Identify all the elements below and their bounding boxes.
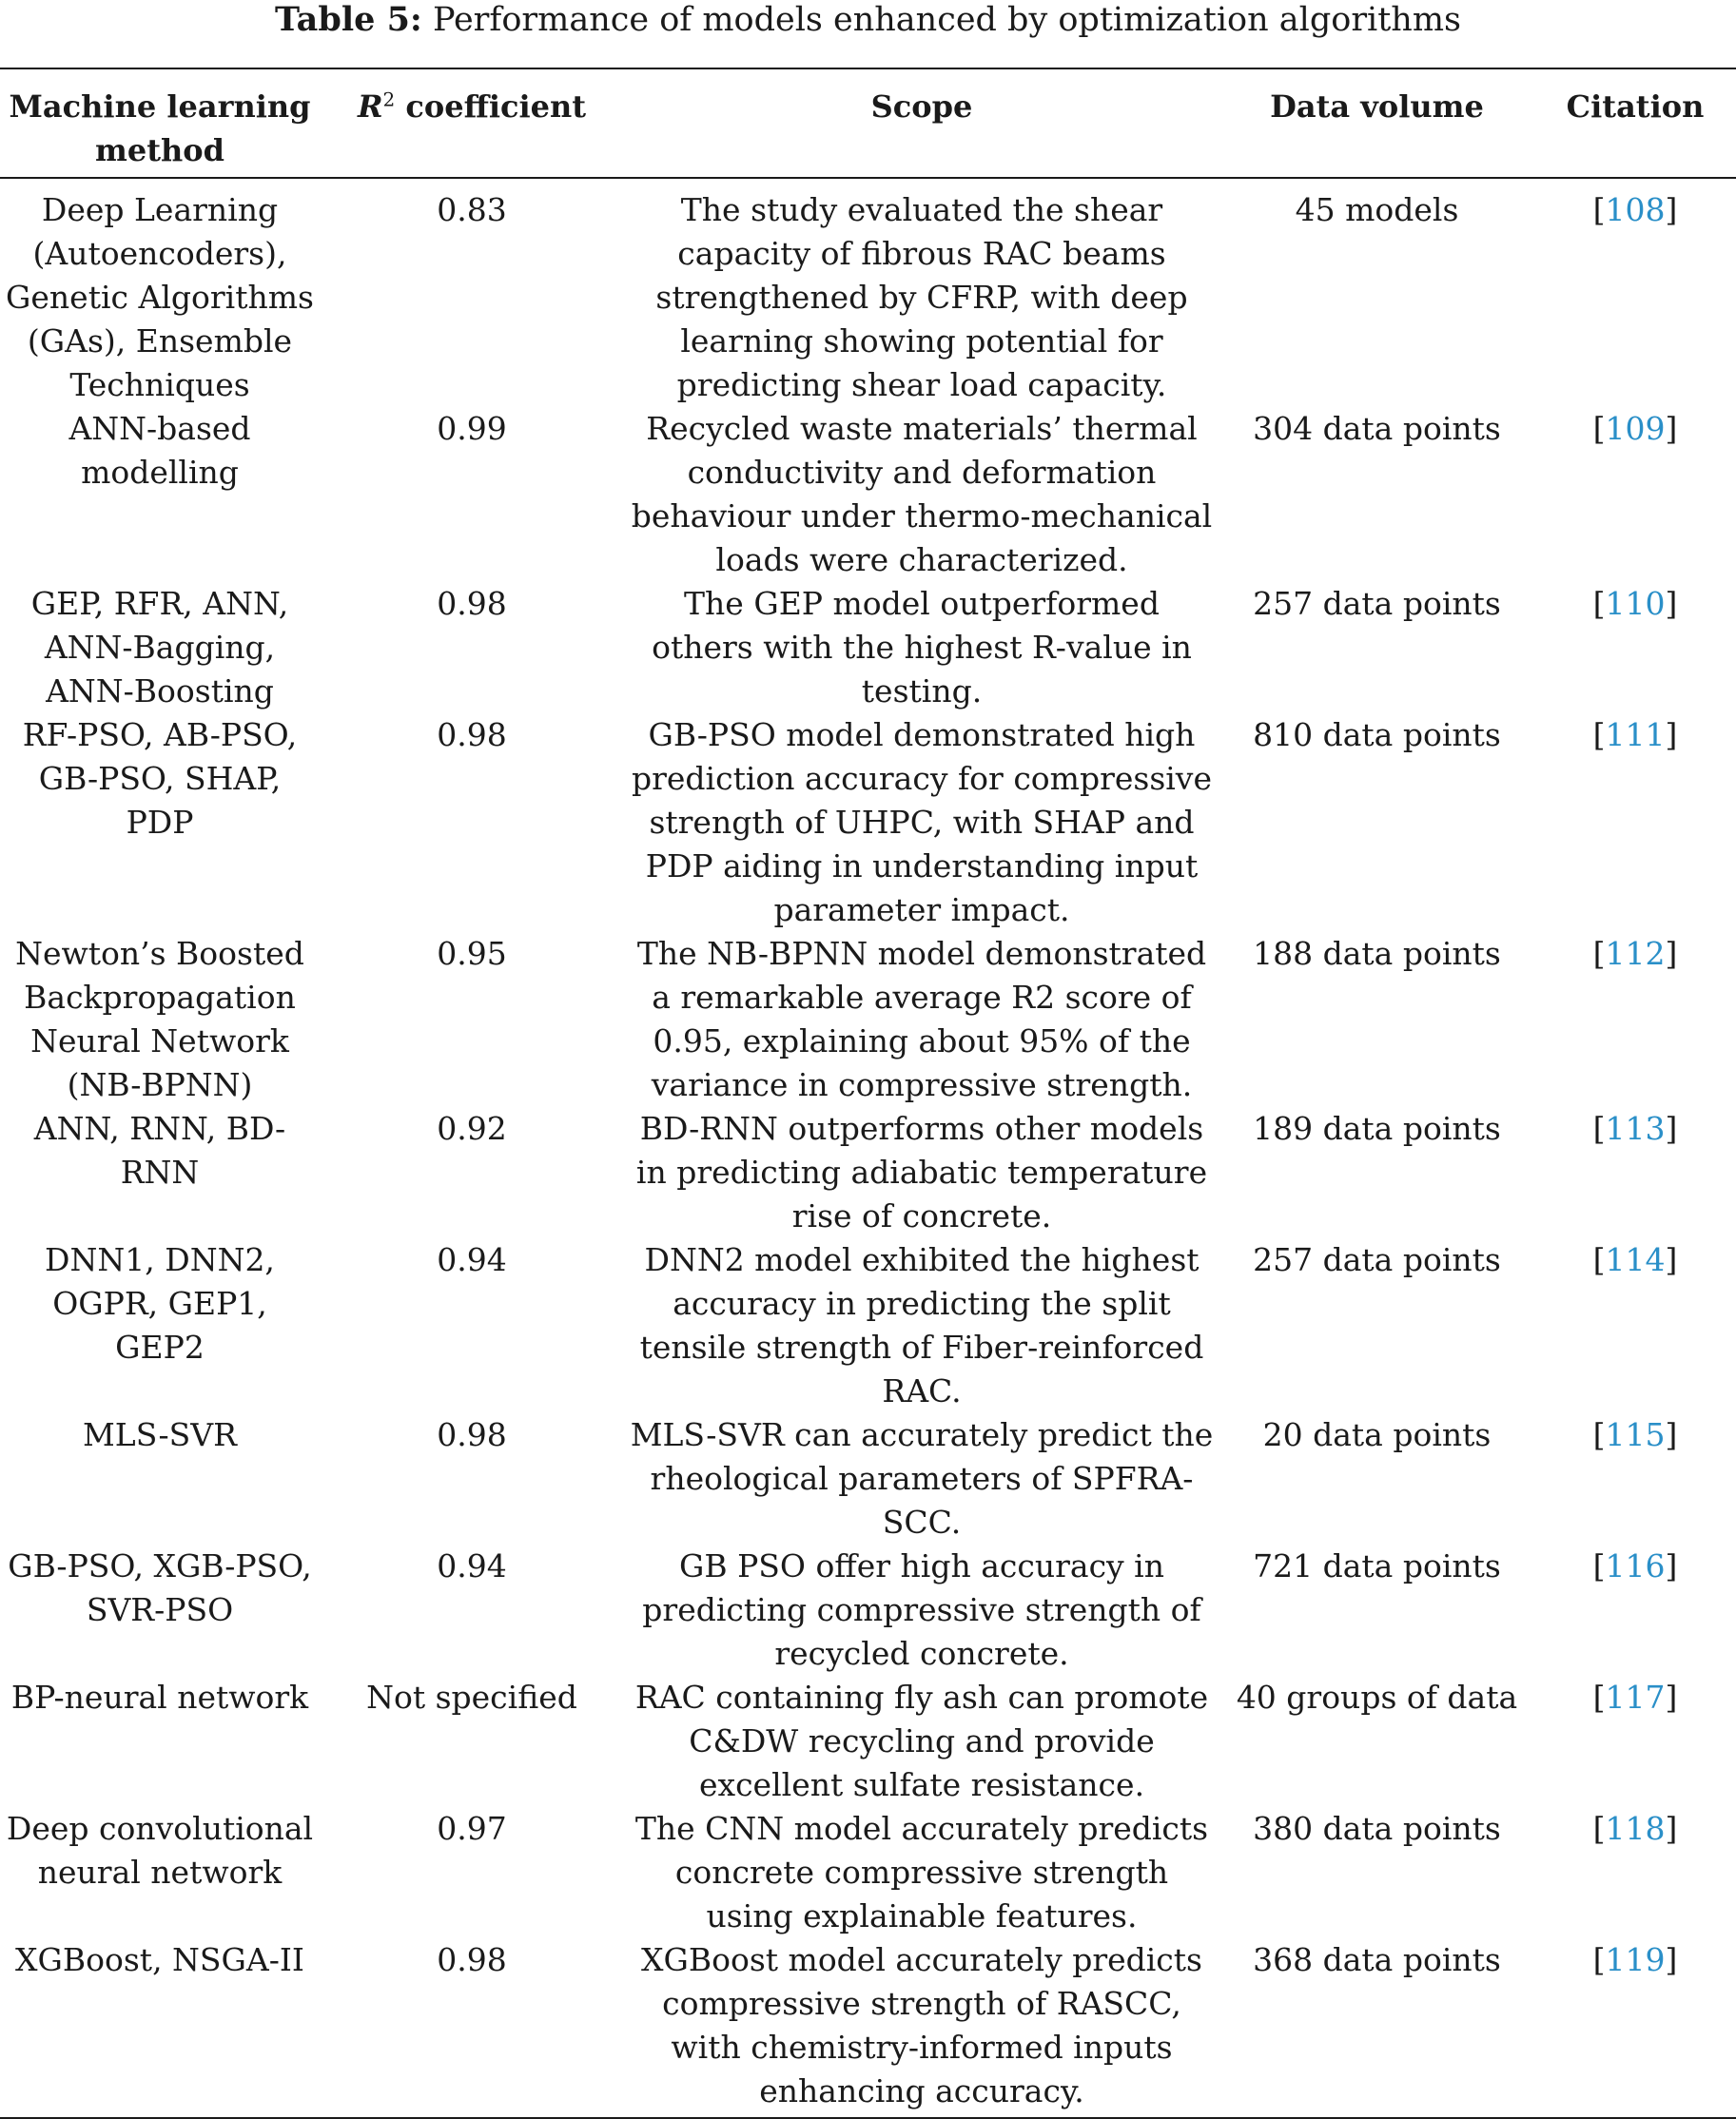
table-caption [0,0,1736,40]
citation-open-bracket: [ [1592,585,1606,622]
cell-volume: 721 data points [1253,1547,1501,1584]
cell-volume: 188 data points [1253,935,1501,972]
header-r2 [320,68,624,178]
cell-scope: BD-RNN outperforms other models in predicting adiabatic temperature rise of concrete. [635,1110,1208,1234]
citation-open-bracket: [ [1592,1941,1606,1978]
citation-link[interactable]: 109 [1605,410,1666,447]
cell-r2: Not specified [366,1679,577,1716]
cell-method: RF-PSO, AB-PSO, GB-PSO, SHAP, PDP [22,716,298,841]
cell-r2: 0.98 [437,585,507,622]
citation-link[interactable]: 119 [1605,1941,1666,1978]
header-volume: Data volume [1270,88,1484,125]
citation-close-bracket: ] [1665,585,1678,622]
cell-volume: 257 data points [1253,1241,1501,1278]
cell-scope: The study evaluated the shear capacity of fibrous RAC beams strengthened by CFRP, with deep learning showing potential for predicting shear load capacity. [655,191,1188,403]
header-method: Machine learning method [9,88,311,168]
cell-r2: 0.92 [437,1110,507,1147]
citation-link[interactable]: 117 [1605,1679,1666,1716]
cell-citation [1534,1938,1736,2118]
cell-citation [1534,407,1736,582]
citation-link[interactable]: 111 [1605,716,1666,753]
cell-r2: 0.98 [437,716,507,753]
table-row [0,407,1736,582]
table-container [0,68,1736,2119]
table-row [0,713,1736,932]
citation-close-bracket: ] [1665,1547,1678,1584]
table-row [0,1238,1736,1413]
citation-close-bracket: ] [1665,1110,1678,1147]
cell-method: BP-neural network [10,1679,309,1716]
table-row [0,178,1736,407]
cell-method: Newton’s Boosted Backpropagation Neural Network (NB-BPNN) [15,935,304,1103]
cell-scope: RAC containing fly ash can promote C&DW recycling and provide excellent sulfate resistance. [634,1679,1209,1803]
cell-citation [1534,932,1736,1107]
cell-scope: The CNN model accurately predicts concrete compressive strength using explainable features. [634,1810,1209,1934]
citation-link[interactable]: 108 [1605,191,1666,228]
citation-open-bracket: [ [1592,1547,1606,1584]
table-row [0,1107,1736,1238]
cell-citation [1534,1676,1736,1807]
cell-method: ANN, RNN, BD-RNN [33,1110,286,1191]
citation-close-bracket: ] [1665,1416,1678,1453]
cell-citation [1534,1238,1736,1413]
table-row [0,582,1736,713]
cell-citation [1534,1807,1736,1938]
citation-link[interactable]: 113 [1605,1110,1666,1147]
cell-volume: 189 data points [1253,1110,1501,1147]
header-r2-text: coefficient [405,88,587,125]
cell-r2: 0.83 [437,191,507,228]
citation-link[interactable]: 116 [1605,1547,1666,1584]
cell-citation [1534,713,1736,932]
table-row [0,1413,1736,1545]
cell-r2: 0.99 [437,410,507,447]
cell-method: XGBoost, NSGA-II [15,1941,304,1978]
cell-scope: XGBoost model accurately predicts compressive strength of RASCC, with chemistry-informed inputs enhancing accuracy. [641,1941,1202,2109]
cell-r2: 0.97 [437,1810,507,1847]
cell-volume: 45 models [1295,191,1459,228]
citation-link[interactable]: 110 [1605,585,1666,622]
cell-citation [1534,1107,1736,1238]
cell-r2: 0.98 [437,1416,507,1453]
citation-close-bracket: ] [1665,935,1678,972]
citation-link[interactable]: 115 [1605,1416,1666,1453]
cell-volume: 380 data points [1253,1810,1501,1847]
cell-citation [1534,178,1736,407]
cell-citation [1534,582,1736,713]
citation-open-bracket: [ [1592,935,1606,972]
citation-close-bracket: ] [1665,1679,1678,1716]
cell-citation [1534,1545,1736,1676]
cell-volume: 304 data points [1253,410,1501,447]
citation-close-bracket: ] [1665,716,1678,753]
cell-r2: 0.95 [437,935,507,972]
header-citation: Citation [1566,88,1705,125]
caption-text: Performance of models enhanced by optimization algorithms [432,1,1462,39]
table-row [0,1545,1736,1676]
cell-method: MLS-SVR [83,1416,237,1453]
cell-r2: 0.94 [437,1547,507,1584]
cell-volume: 810 data points [1253,716,1501,753]
cell-method: DNN1, DNN2, OGPR, GEP1, GEP2 [45,1241,275,1366]
cell-volume: 257 data points [1253,585,1501,622]
cell-method: GB-PSO, XGB-PSO, SVR-PSO [8,1547,312,1628]
citation-close-bracket: ] [1665,410,1678,447]
header-r2-superscript: 2 [382,87,396,111]
citation-open-bracket: [ [1592,1679,1606,1716]
cell-volume: 368 data points [1253,1941,1501,1978]
cell-citation [1534,1413,1736,1545]
cell-scope: MLS-SVR can accurately predict the rheological parameters of SPFRA-SCC. [630,1416,1214,1541]
cell-method: ANN-based modelling [68,410,251,491]
citation-open-bracket: [ [1592,191,1606,228]
citation-link[interactable]: 114 [1605,1241,1666,1278]
cell-method: Deep Learning (Autoencoders), Genetic Algorithms (GAs), Ensemble Techniques [6,191,314,403]
table-header [0,68,1736,178]
header-row [0,68,1736,178]
citation-open-bracket: [ [1592,1110,1606,1147]
cell-scope: GB PSO offer high accuracy in predicting compressive strength of recycled concrete. [642,1547,1201,1672]
citation-link[interactable]: 112 [1605,935,1666,972]
cell-r2: 0.98 [437,1941,507,1978]
citation-close-bracket: ] [1665,191,1678,228]
citation-open-bracket: [ [1592,1416,1606,1453]
citation-close-bracket: ] [1665,1810,1678,1847]
cell-volume: 20 data points [1262,1416,1492,1453]
citation-open-bracket: [ [1592,1810,1606,1847]
header-r2-symbol: R [357,88,383,125]
cell-scope: DNN2 model exhibited the highest accuracy in predicting the split tensile strength of Fiber-reinforced RAC. [639,1241,1204,1409]
table-row [0,1676,1736,1807]
results-table [0,68,1736,2119]
cell-scope: The GEP model outperformed others with the highest R-value in testing. [652,585,1192,710]
cell-r2: 0.94 [437,1241,507,1278]
citation-open-bracket: [ [1592,1241,1606,1278]
cell-scope: GB-PSO model demonstrated high prediction accuracy for compressive strength of UHPC, with SHAP and PDP aiding in understanding input parameter impact. [632,716,1212,928]
cell-method: Deep convolutional neural network [6,1810,314,1891]
table-row [0,932,1736,1107]
table-row [0,1938,1736,2118]
citation-link[interactable]: 118 [1605,1810,1666,1847]
citation-close-bracket: ] [1665,1941,1678,1978]
citation-close-bracket: ] [1665,1241,1678,1278]
citation-open-bracket: [ [1592,410,1606,447]
cell-method: GEP, RFR, ANN, ANN-Bagging, ANN-Boosting [30,585,289,710]
header-scope: Scope [870,88,973,125]
cell-scope: Recycled waste materials’ thermal conductivity and deformation behaviour under thermo-mechanical loads were characterized. [631,410,1213,578]
cell-volume: 40 groups of data [1236,1679,1518,1716]
caption-label: Table 5: [274,0,422,39]
cell-scope: The NB-BPNN model demonstrated a remarkable average R2 score of 0.95, explaining about 95% of the variance in compressive strength. [636,935,1207,1103]
table-row [0,1807,1736,1938]
table-body [0,178,1736,2118]
citation-open-bracket: [ [1592,716,1606,753]
